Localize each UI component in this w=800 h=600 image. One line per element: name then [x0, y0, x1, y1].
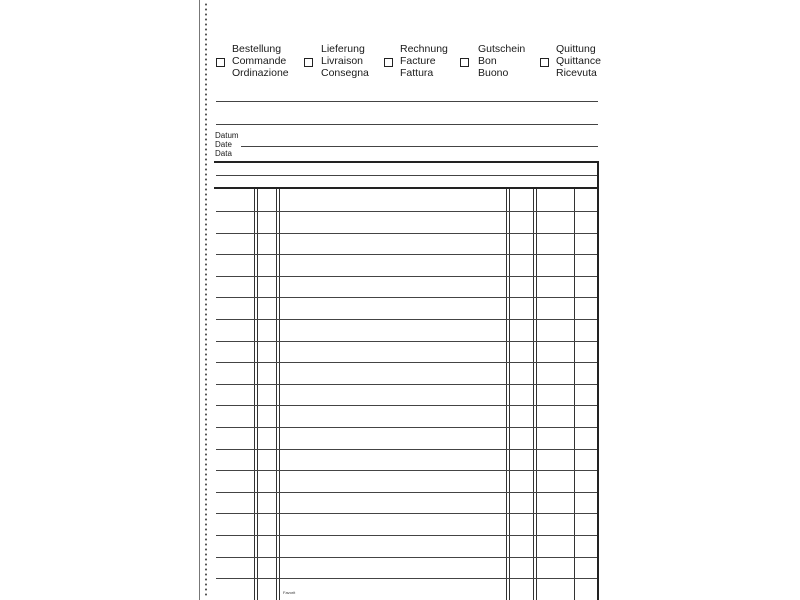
column-divider: [536, 189, 537, 600]
table-row[interactable]: [216, 297, 597, 298]
column-divider: [509, 189, 510, 600]
form-sheet: [199, 0, 800, 600]
table-top-border: [214, 187, 599, 189]
table-row[interactable]: [216, 384, 597, 385]
address-line-2[interactable]: [216, 124, 598, 125]
table-row[interactable]: [216, 341, 597, 342]
column-divider: [254, 189, 255, 600]
column-divider: [574, 189, 575, 600]
label-bestellung-it: Ordinazione: [232, 67, 289, 79]
checkbox-rechnung[interactable]: [384, 58, 393, 67]
date-field-line[interactable]: [241, 146, 598, 147]
table-row[interactable]: [216, 513, 597, 514]
table-row[interactable]: [216, 319, 597, 320]
table-row[interactable]: [216, 557, 597, 558]
date-label-it: Data: [215, 149, 232, 158]
table-row[interactable]: [216, 535, 597, 536]
date-label-de: Datum: [215, 131, 239, 140]
checkbox-lieferung[interactable]: [304, 58, 313, 67]
checkbox-quittung[interactable]: [540, 58, 549, 67]
table-row[interactable]: [216, 470, 597, 471]
label-rechnung-de: Rechnung: [400, 43, 448, 55]
checkbox-bestellung[interactable]: [216, 58, 225, 67]
perforation-edge: [204, 2, 208, 598]
header-box-top: [214, 161, 599, 163]
address-line-1[interactable]: [216, 101, 598, 102]
footer-mark: Favorit: [283, 590, 296, 595]
table-row[interactable]: [216, 427, 597, 428]
table-row[interactable]: [216, 254, 597, 255]
column-divider: [506, 189, 507, 600]
label-bestellung-fr: Commande: [232, 55, 287, 67]
label-gutschein-it: Buono: [478, 67, 509, 79]
table-row[interactable]: [216, 362, 597, 363]
table-row[interactable]: [216, 405, 597, 406]
checkbox-gutschein[interactable]: [460, 58, 469, 67]
label-rechnung-fr: Facture: [400, 55, 436, 67]
column-divider: [279, 189, 280, 600]
table-row[interactable]: [216, 449, 597, 450]
header-box-right: [597, 161, 599, 189]
column-divider: [533, 189, 534, 600]
date-label-fr: Date: [215, 140, 232, 149]
label-rechnung-it: Fattura: [400, 67, 434, 79]
table-row[interactable]: [216, 211, 597, 212]
date-label: [215, 131, 239, 158]
label-bestellung-de: Bestellung: [232, 43, 282, 55]
label-lieferung-fr: Livraison: [321, 55, 364, 67]
label-lieferung-de: Lieferung: [321, 43, 365, 55]
table-row[interactable]: [216, 276, 597, 277]
column-divider: [257, 189, 258, 600]
table-row[interactable]: [216, 233, 597, 234]
column-divider: [276, 189, 277, 600]
table-row[interactable]: [216, 578, 597, 579]
header-box-line[interactable]: [216, 175, 597, 176]
label-gutschein-de: Gutschein: [478, 43, 526, 55]
label-quittung-it: Ricevuta: [556, 67, 597, 79]
label-quittung-de: Quittung: [556, 43, 596, 55]
label-gutschein-fr: Bon: [478, 55, 497, 67]
table-right-border: [597, 189, 599, 600]
label-quittung-fr: Quittance: [556, 55, 601, 67]
label-lieferung-it: Consegna: [321, 67, 369, 79]
table-row[interactable]: [216, 492, 597, 493]
